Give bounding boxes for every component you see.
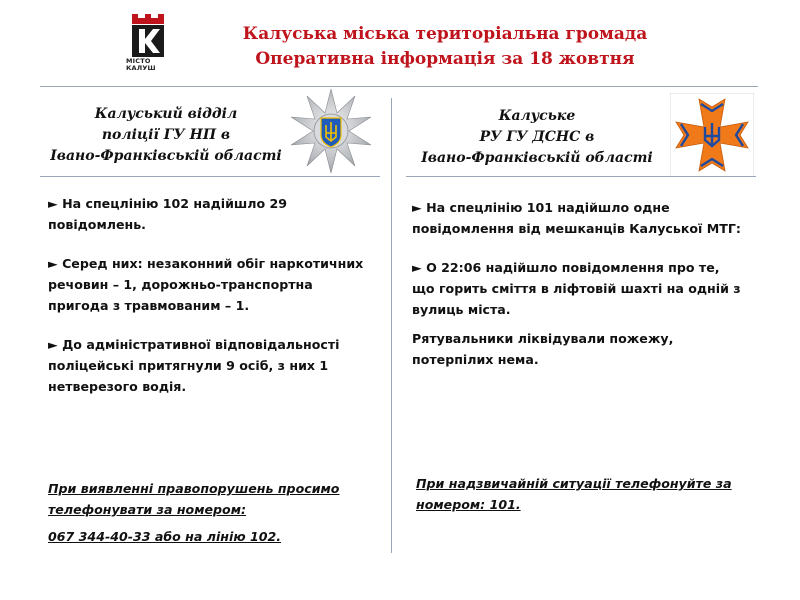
dsns-org-line3: Івано-Франківській області [421,150,653,166]
police-report [48,193,376,415]
police-note-phone: 067 344-40-33 або на лінію 102. [48,529,282,544]
dsns-item-3: Рятувальники ліквідували пожежу, потерпілих нема. [412,331,674,367]
police-item-2: ► Серед них: незаконний обіг наркотичних речовин – 1, дорожньо-транспортна пригода з травмованим – 1. [48,256,364,313]
police-org-name [46,104,286,167]
police-item-1: ► На спецлінію 102 надійшло 29 повідомлень. [48,196,288,232]
logo-caption-line1: МІСТО [126,57,151,65]
title-line1: Калуська міська територіальна громада [242,24,648,44]
police-note-line1: При виявленні правопорушень просимо телефонувати за номером: [48,481,340,517]
dsns-org-name [406,106,668,169]
page-title [195,22,695,72]
dsns-header-divider [406,176,756,177]
dsns-report [412,197,746,388]
police-header-divider [40,176,380,177]
police-org-line2: поліції ГУ НП в [101,127,231,143]
dsns-contact-note [416,473,756,515]
dsns-item-2: ► О 22:06 надійшло повідомлення про те, що горить сміття в ліфтовій шахті на одній з вулиць міста. [412,260,741,317]
dsns-item-1: ► На спецлінію 101 надійшло одне повідомлення від мешканців Калуської МТГ: [412,200,741,236]
dsns-note-text: При надзвичайній ситуації телефонуйте за номером: 101. [416,476,732,512]
title-line2: Оперативна інформація за 18 жовтня [255,49,635,69]
dsns-org-line2: РУ ГУ ДСНС в [479,129,595,145]
header-divider [40,86,758,87]
logo-caption-line2: КАЛУШ [126,64,156,72]
police-item-3: ► До адміністративної відповідальності поліцейські притягнули 9 осіб, з них 1 нетверезого водія. [48,337,340,394]
dsns-emblem-icon [670,93,754,177]
column-divider [391,98,392,553]
dsns-org-line1: Калуське [498,108,576,124]
police-contact-note [48,478,378,547]
police-org-line1: Калуський відділ [94,106,238,122]
police-org-line3: Івано-Франківській області [50,148,282,164]
police-emblem-icon [286,86,376,176]
logo-caption [126,58,170,72]
